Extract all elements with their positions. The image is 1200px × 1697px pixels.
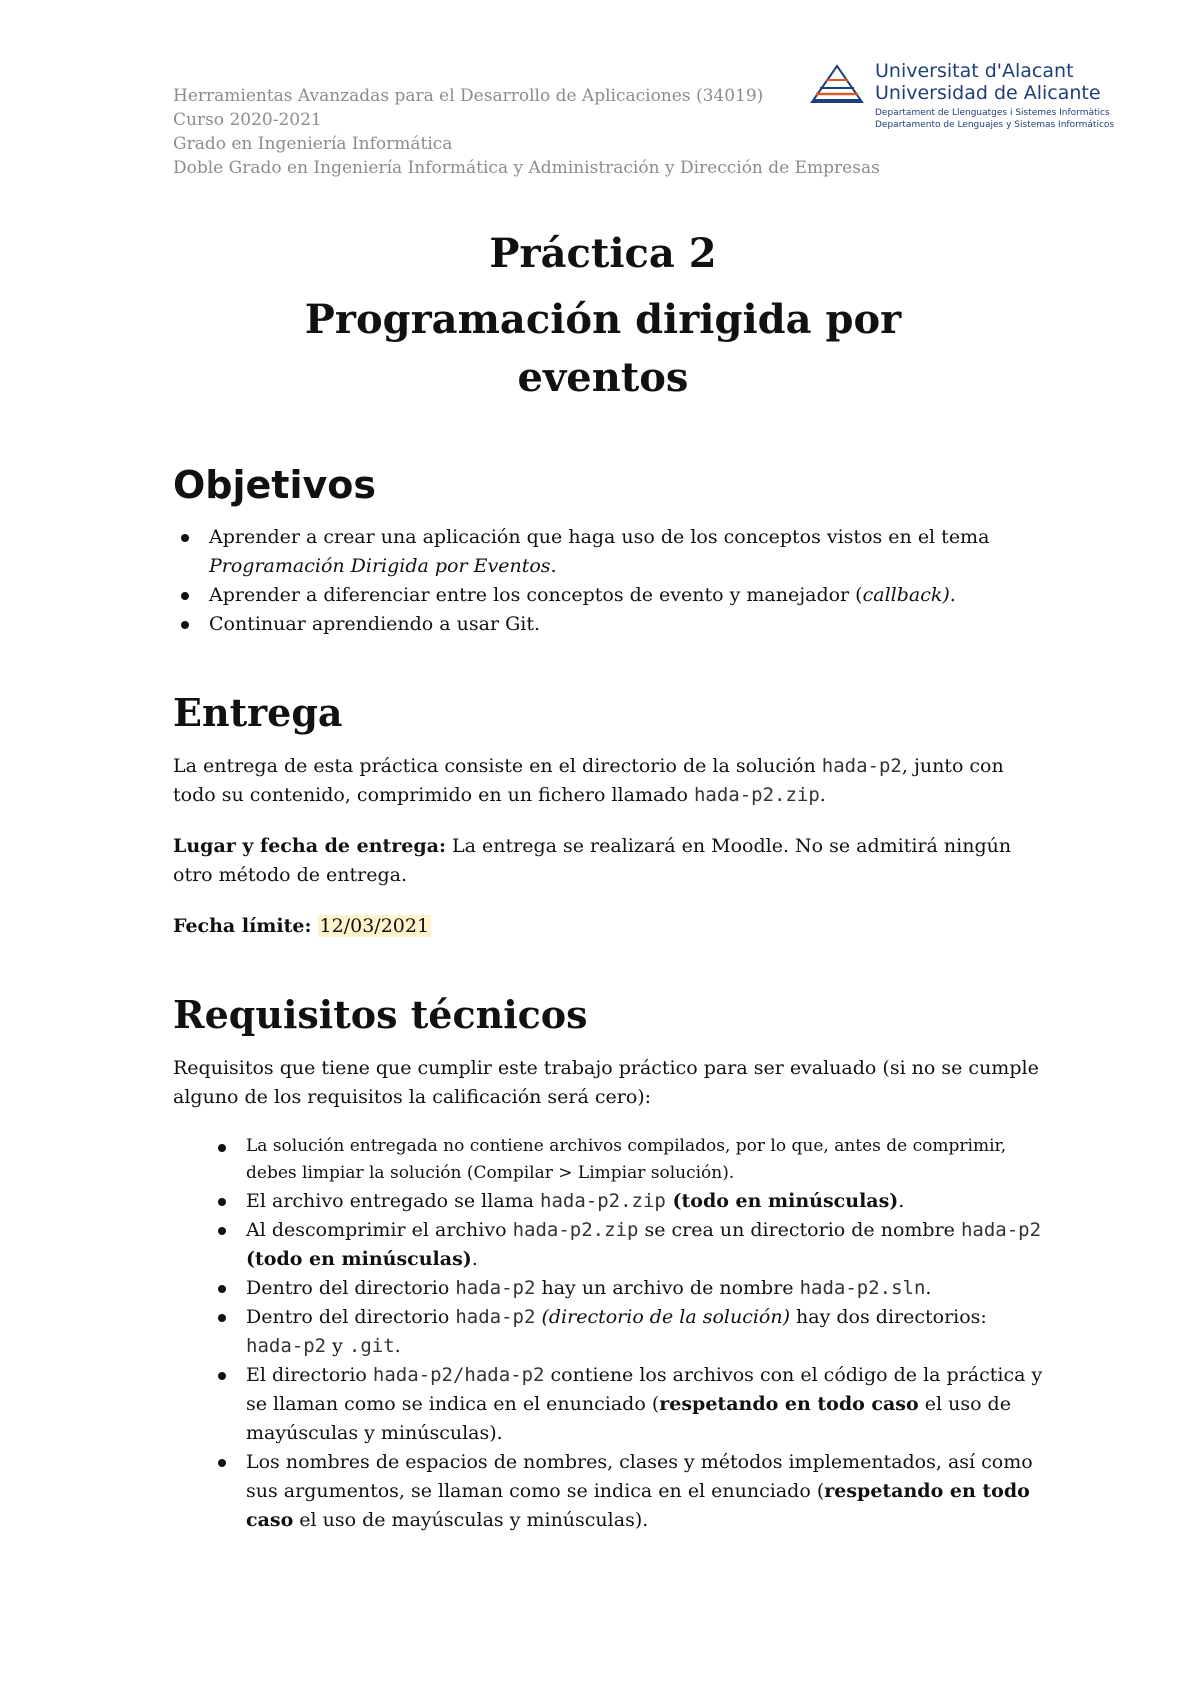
page-title-line-1: Práctica 2: [489, 230, 717, 277]
bullet-icon: [218, 1198, 226, 1206]
list-item: El directorio hada-p2/hada-p2 contiene los archivos con el código de la práctica y se llaman como se indica en el enunciado (respetando en todo caso el uso de mayúsculas y minúsculas).: [210, 1361, 1050, 1448]
list-item: Aprender a diferenciar entre los conceptos de evento y manejador (callback).: [173, 581, 1043, 610]
bullet-icon: [218, 1314, 226, 1322]
double-degree-name: Doble Grado en Ingeniería Informática y Administración y Dirección de Empresas: [173, 158, 880, 178]
requisitos-intro: Requisitos que tiene que cumplir este trabajo práctico para ser evaluado (si no se cumple alguno de los requisitos la calificación será cero):: [173, 1057, 1039, 1108]
page-title-line-2: Programación dirigida por: [304, 296, 902, 343]
page-title-line-3: eventos: [517, 354, 689, 401]
university-name-va: Universitat d'Alacant: [875, 60, 1074, 82]
fecha-paragraph: Fecha límite: 12/03/2021: [173, 915, 430, 937]
university-name-es: Universidad de Alicante: [875, 82, 1101, 104]
lugar-paragraph: Lugar y fecha de entrega: La entrega se realizará en Moodle. No se admitirá ningún otro método de entrega.: [173, 835, 1012, 886]
list-item: La solución entregada no contiene archivos compilados, por lo que, antes de comprimir, debes limpiar la solución (Compilar > Limpiar solución).: [210, 1133, 1050, 1187]
university-emblem-icon: [810, 62, 864, 104]
objetivos-heading: Objetivos: [173, 463, 376, 507]
bullet-icon: [218, 1372, 226, 1380]
department-name-es: Departamento de Lenguajes y Sistemas Informáticos: [875, 120, 1115, 130]
list-item: Dentro del directorio hada-p2 (directorio de la solución) hay dos directorios: hada-p2 y .git.: [210, 1303, 1050, 1361]
department-name-va: Departament de Llenguatges i Sistemes Informàtics: [875, 108, 1110, 118]
entrega-paragraph: La entrega de esta práctica consiste en el directorio de la solución hada-p2, junto con todo su contenido, comprimido en un fichero llamado hada-p2.zip.: [173, 755, 1004, 806]
list-item: Al descomprimir el archivo hada-p2.zip se crea un directorio de nombre hada-p2 (todo en minúsculas).: [210, 1216, 1050, 1274]
course-name: Herramientas Avanzadas para el Desarrollo de Aplicaciones (34019): [173, 86, 764, 106]
bullet-icon: [181, 621, 189, 629]
bullet-icon: [181, 592, 189, 600]
university-logo: [810, 60, 1170, 140]
bullet-icon: [218, 1144, 226, 1152]
requisitos-list: [210, 1133, 1050, 1535]
list-item: Los nombres de espacios de nombres, clases y métodos implementados, así como sus argumentos, se llaman como se indica en el enunciado (respetando en todo caso el uso de mayúsculas y minúsculas).: [210, 1448, 1050, 1535]
entrega-heading: Entrega: [173, 690, 343, 735]
bullet-icon: [218, 1459, 226, 1467]
list-item: El archivo entregado se llama hada-p2.zip (todo en minúsculas).: [210, 1187, 1050, 1216]
objetivos-list: [173, 523, 1043, 639]
requisitos-heading: Requisitos técnicos: [173, 992, 588, 1037]
list-item: Dentro del directorio hada-p2 hay un archivo de nombre hada-p2.sln.: [210, 1274, 1050, 1303]
bullet-icon: [218, 1227, 226, 1235]
degree-name: Grado en Ingeniería Informática: [173, 134, 453, 154]
bullet-icon: [218, 1285, 226, 1293]
list-item: Continuar aprendiendo a usar Git.: [173, 610, 1043, 639]
course-year: Curso 2020-2021: [173, 110, 322, 130]
deadline-date: 12/03/2021: [319, 915, 430, 937]
course-header: [173, 84, 893, 180]
list-item: Aprender a crear una aplicación que haga uso de los conceptos vistos en el tema Programación Dirigida por Eventos.: [173, 523, 1043, 581]
bullet-icon: [181, 534, 189, 542]
